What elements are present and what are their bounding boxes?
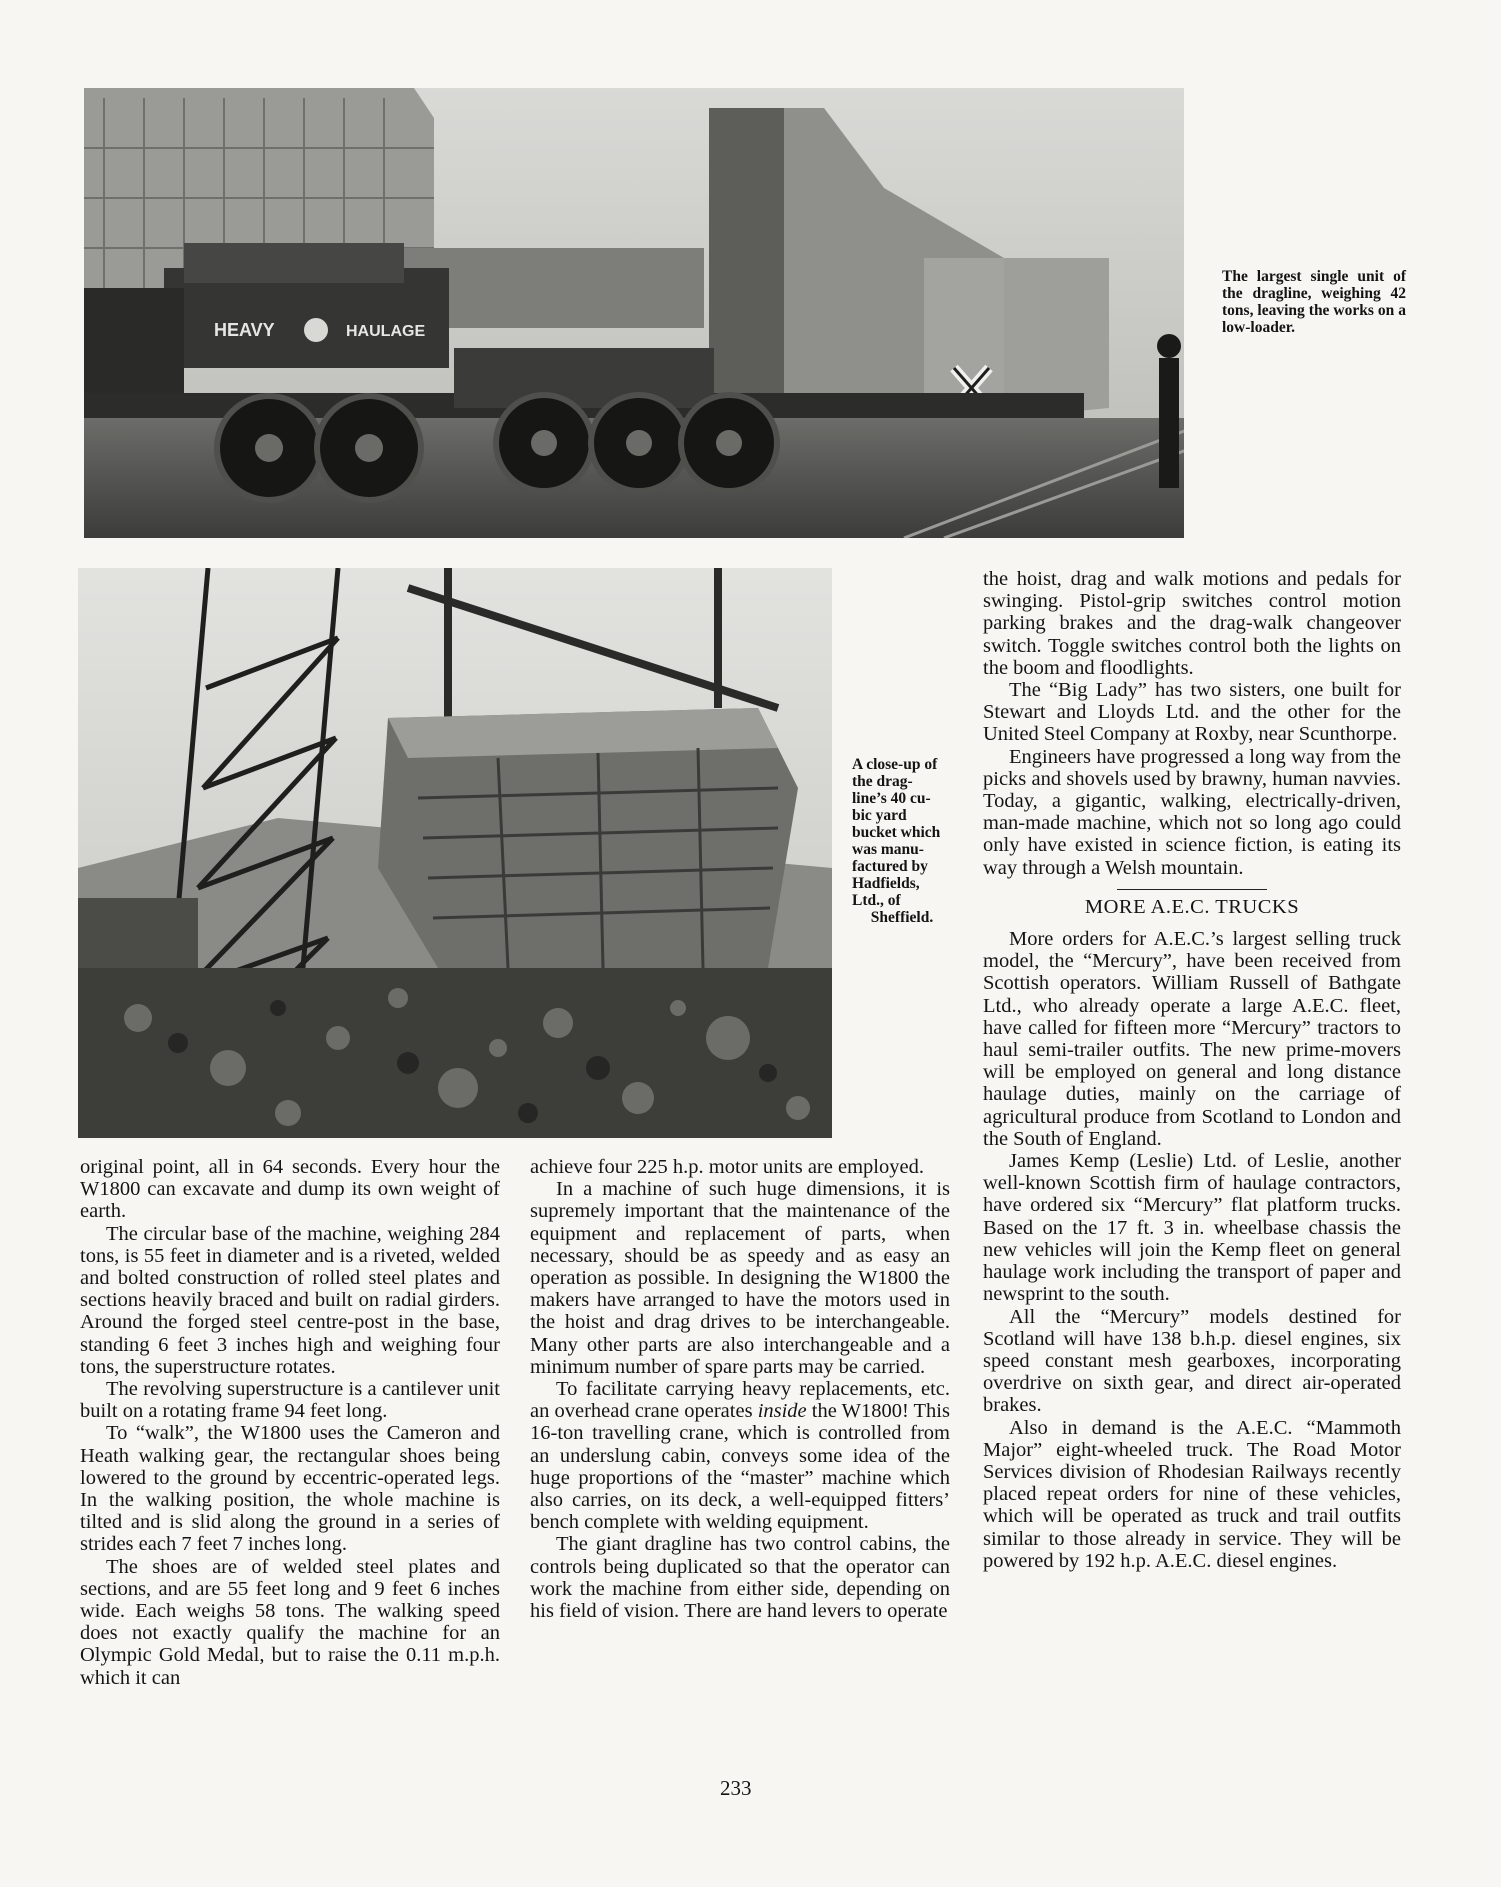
paragraph-text: To facilitate carrying heavy replacements, etc. an overhead crane operates xyxy=(530,1378,950,1423)
caption-line: factured by xyxy=(852,858,928,875)
paragraph: The giant dragline has two control cabins, the controls being duplicated so that the operator can work the machine from either side, depending on his field of vision. There are hand levers to operate xyxy=(530,1533,950,1623)
caption-line: Ltd., of xyxy=(852,892,901,909)
caption-line: Sheffield. xyxy=(870,909,934,926)
caption-line: Hadfields, xyxy=(852,875,920,892)
photo-low-loader xyxy=(84,88,1192,538)
caption-line: was manu- xyxy=(852,841,924,858)
paragraph: achieve four 225 h.p. motor units are employed. xyxy=(530,1156,924,1178)
paragraph: The circular base of the machine, weighing 284 tons, is 55 feet in diameter and is a riveted, welded and bolted construction of rolled steel plates and sections heavily braced and built on radial girders. Around the forged steel centre-post in the base, standing 6 feet 3 inches high and weighing four tons, the superstructure rotates. xyxy=(80,1222,500,1378)
paragraph: The shoes are of welded steel plates and sections, and are 55 feet long and 9 feet 6 inches wide. Each weighs 58 tons. The walking speed does not exactly qualify the machine for an Olympic Gold Medal, but to raise the 0.11 m.p.h. which it can xyxy=(80,1555,500,1689)
paragraph: the hoist, drag and walk motions and pedals for swinging. Pistol-grip switches control motion parking brakes and the drag-walk changeover switch. Toggle switches control both the lights on the boom and floodlights. xyxy=(983,568,1401,679)
low-loader-photo-art xyxy=(84,88,1192,538)
section-heading: MORE A.E.C. TRUCKS xyxy=(1084,895,1300,918)
dragline-bucket-photo-art xyxy=(78,568,832,1138)
caption-line: line’s 40 cu- xyxy=(852,790,931,807)
article-column-1 xyxy=(80,1156,500,1689)
paragraph: To “walk”, the W1800 uses the Cameron and Heath walking gear, the rectangular shoes being lowered to the ground by eccentric-operated legs. In the walking position, the whole machine is tilted and is slid along the ground in a series of strides each 7 feet 7 inches long. xyxy=(80,1422,500,1556)
article-column-3 xyxy=(983,568,1401,1572)
paragraph-text: the W1800! This 16-ton travelling crane, which is controlled from an underslung cabin, conveys some idea of the huge proportions of the “master” machine which also carries, on its deck, a well-equipped fitters’ bench complete with welding equipment. xyxy=(530,1400,950,1534)
paragraph: More orders for A.E.C.’s largest selling truck model, the “Mercury”, have been received from Scottish operators. William Russell of Bathgate Ltd., who already operate a large A.E.C. fleet, have called for fifteen more “Mercury” tractors to haul semi-trailer outfits. The new prime-movers will be employed on general and long distance haulage duties, mainly on the carriage of agricultural produce from Scotland to London and the South of England. xyxy=(983,928,1401,1150)
paragraph: Engineers have progressed a long way from the picks and shovels used by brawny, human navvies. Today, a gigantic, walking, electrically-driven, man-made machine, which not so long ago could only have existed in science fiction, is eating its way through a Welsh mountain. xyxy=(983,745,1401,879)
paragraph: Also in demand is the A.E.C. “Mammoth Major” eight-wheeled truck. The Road Motor Services division of Rhodesian Railways recently placed repeat orders for nine of these vehicles, which will be operated as truck and trail outfits similar to those already in service. They will be powered by 192 h.p. A.E.C. diesel engines. xyxy=(983,1416,1401,1572)
paragraph: James Kemp (Leslie) Ltd. of Leslie, another well-known Scottish firm of haulage contractors, have ordered six “Mercury” flat platform trucks. Based on the 17 ft. 3 in. wheelbase chassis the new vehicles will join the Kemp fleet on general haulage work including the transport of paper and newsprint to the south. xyxy=(983,1150,1401,1306)
paragraph: All the “Mercury” models destined for Scotland will have 138 b.h.p. diesel engines, six speed constant mesh gearboxes, incorporating overdrive on sixth gear, and direct air-operated brakes. xyxy=(983,1305,1401,1417)
truck-lettering-haulage: HAULAGE xyxy=(346,323,426,340)
caption-line: bic yard xyxy=(852,807,907,824)
caption-low-loader: The largest single unit of the dragline, weighing 42 tons, leaving the works on a low-loader. xyxy=(1222,268,1406,336)
paragraph: The “Big Lady” has two sisters, one built for Stewart and Lloyds Ltd. and the other for the United Steel Company at Roxby, near Scunthorpe. xyxy=(983,679,1401,746)
emphasis-text: inside xyxy=(757,1400,807,1423)
caption-dragline-bucket xyxy=(852,756,952,926)
paragraph xyxy=(530,1378,950,1533)
photo-dragline-bucket xyxy=(78,568,832,1138)
caption-line: bucket which xyxy=(852,824,941,841)
paragraph: original point, all in 64 seconds. Every hour the W1800 can excavate and dump its own weight of earth. xyxy=(80,1156,500,1223)
truck-lettering-heavy: HEAVY xyxy=(214,320,275,340)
paragraph: In a machine of such huge dimensions, it is supremely important that the maintenance of the equipment and replacement of parts, when necessary, should be as speedy and as easy an operation as possible. In designing the W1800 the makers have arranged to have the motors used in the hoist and drag drives to be interchangeable. Many other parts are also interchangeable and a minimum number of spare parts may be carried. xyxy=(530,1178,950,1378)
caption-line: the drag- xyxy=(852,773,913,790)
section-divider xyxy=(1117,889,1267,890)
article-column-2 xyxy=(530,1156,950,1622)
paragraph: The revolving superstructure is a cantilever unit built on a rotating frame 94 feet long. xyxy=(80,1378,500,1423)
page-number: 233 xyxy=(720,1776,752,1800)
caption-line: A close-up of xyxy=(852,756,938,773)
